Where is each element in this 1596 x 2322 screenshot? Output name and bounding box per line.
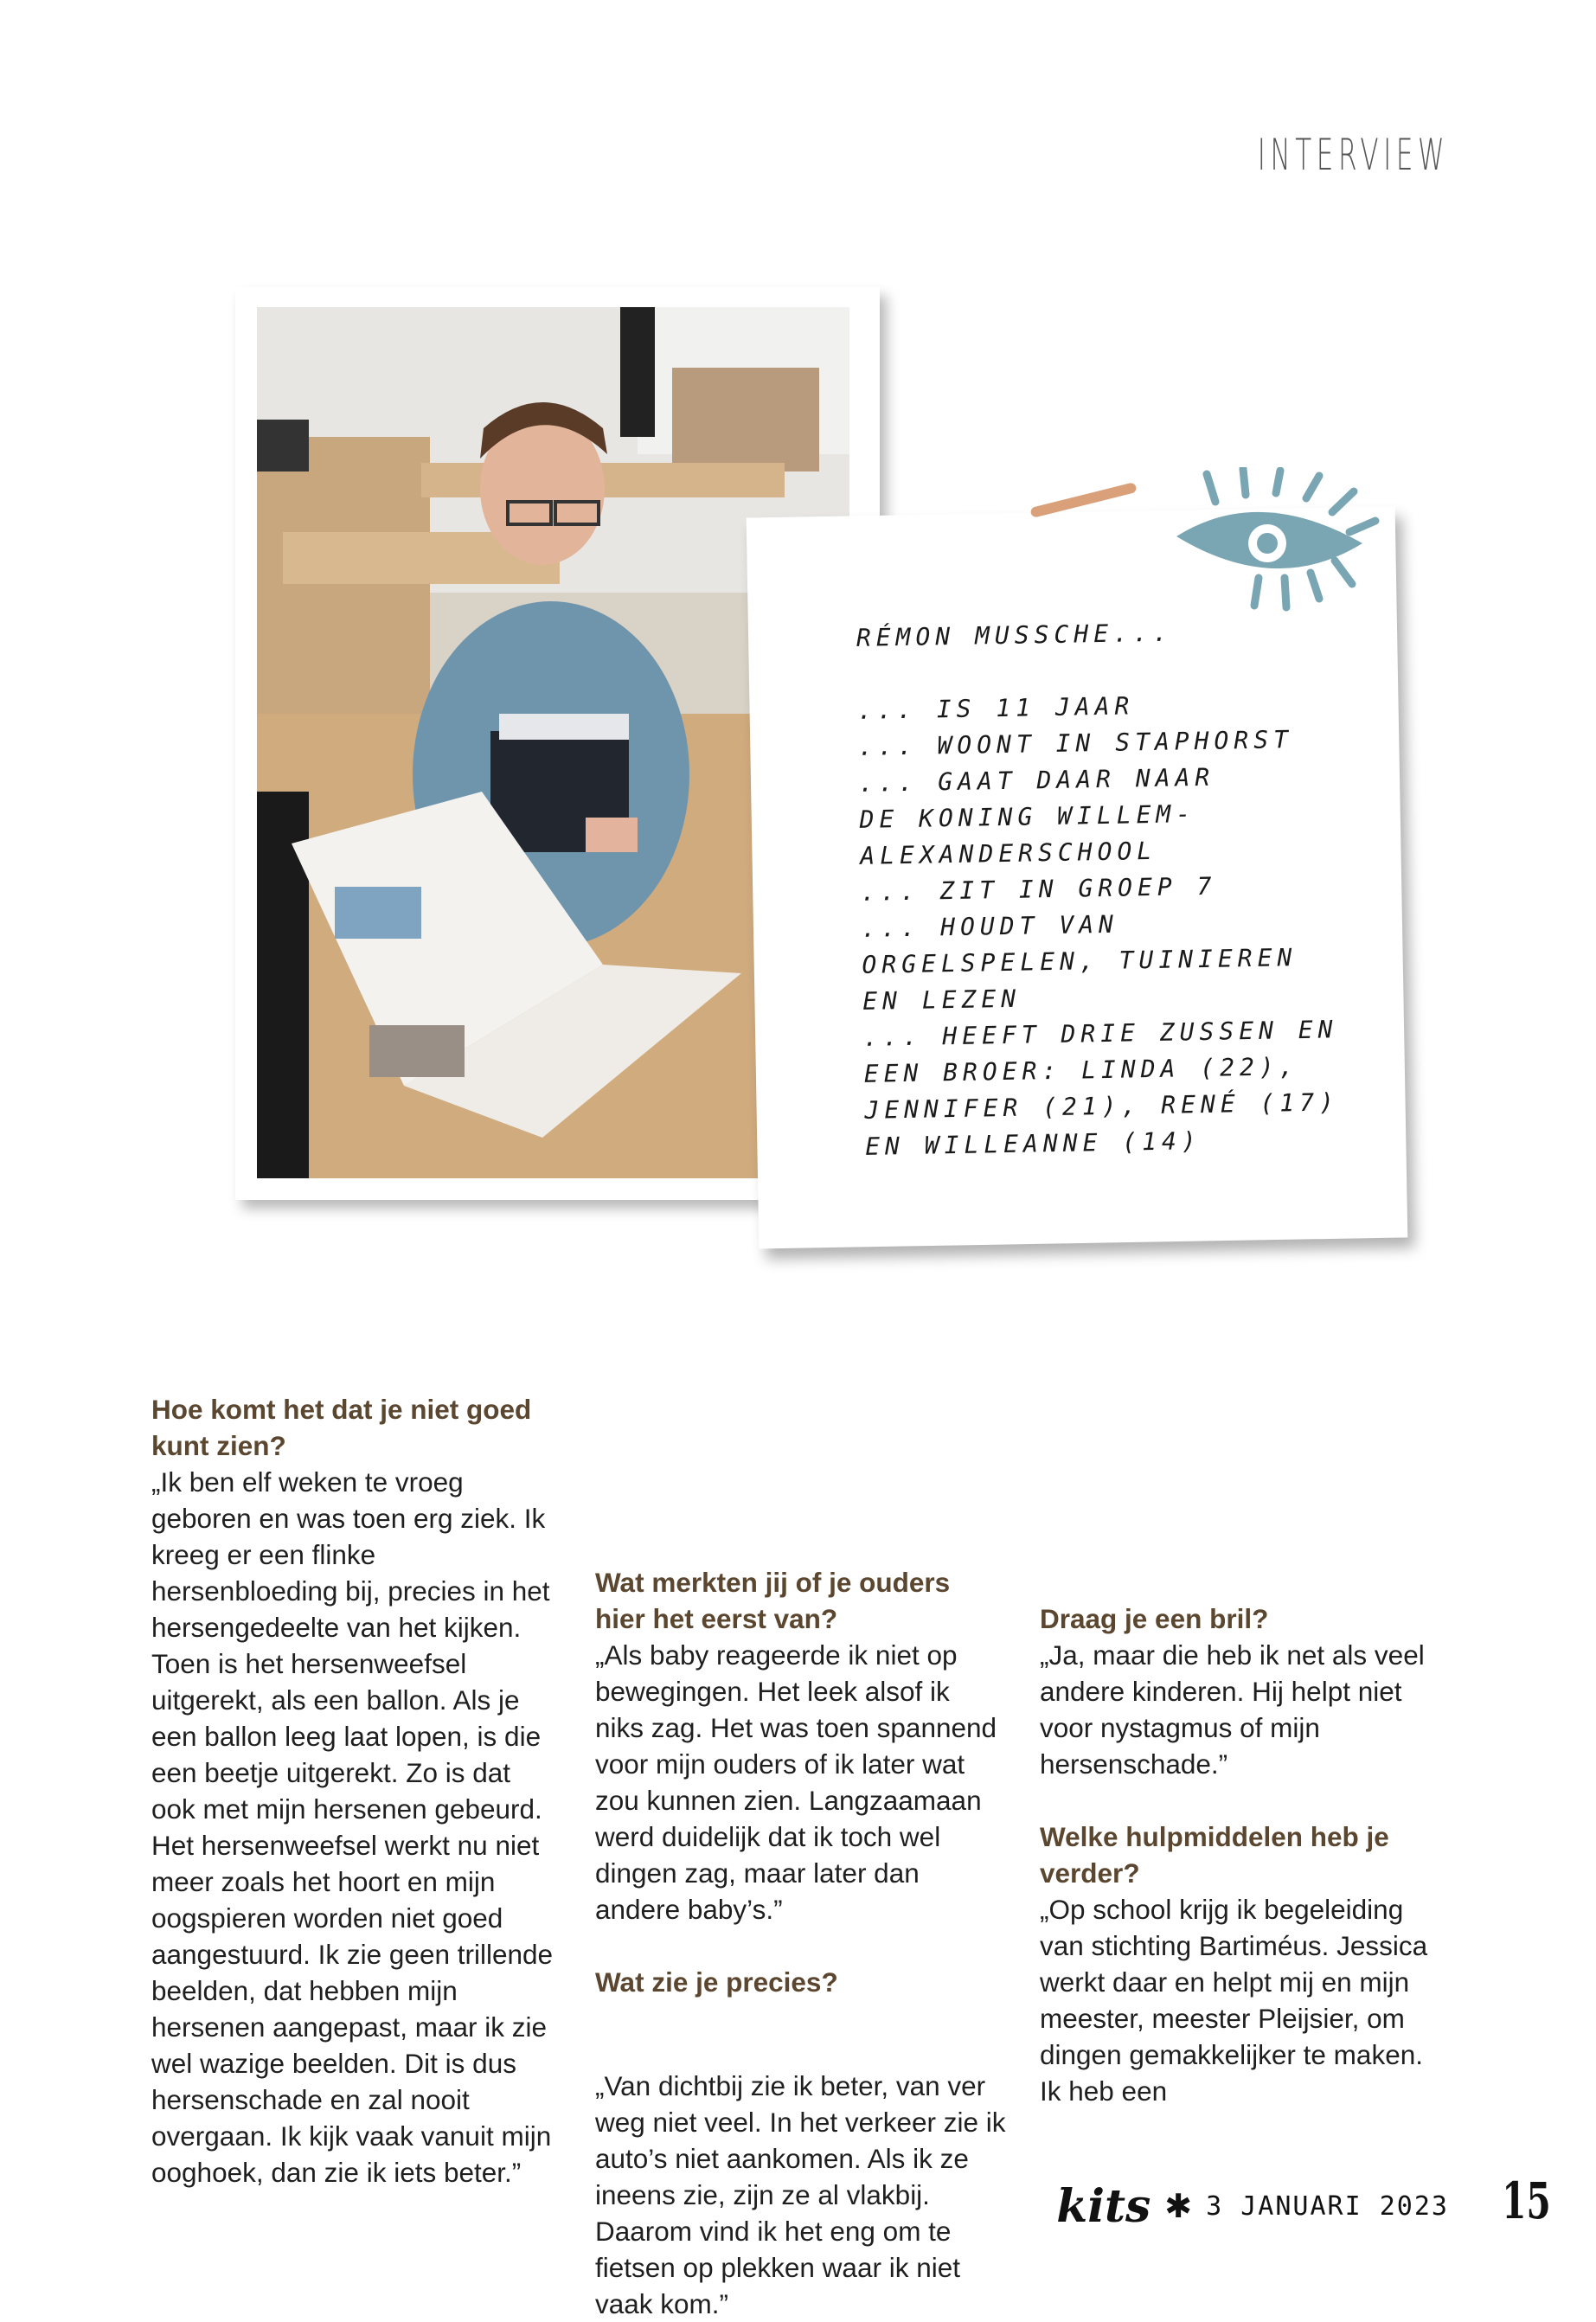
answer-text: „Op school krijg ik begeleiding van stichting Bartiméus. Jessica werkt daar en helpt mij en mijn meester, meester Pleijsier, om dingen gemakkelijker te maken. Ik heb een bbox=[1040, 1894, 1428, 2107]
profile-line: ALEXANDERSCHOOL bbox=[860, 836, 1157, 870]
issue-date: 3 JANUARI 2023 bbox=[1206, 2191, 1449, 2222]
page-footer bbox=[1056, 2180, 1449, 2233]
answer-continuation bbox=[595, 2068, 1010, 2322]
question-heading: Draag je een bril? bbox=[1040, 1603, 1269, 1634]
profile-line: EEN BROER: LINDA (22), bbox=[863, 1052, 1299, 1088]
profile-line: ... ZIT IN GROEP 7 bbox=[860, 871, 1217, 907]
question-heading: Wat merkten jij of je ouders hier het eerst van? bbox=[595, 1567, 951, 1634]
question-heading: Hoe komt het dat je niet goed kunt zien? bbox=[151, 1394, 532, 1461]
question-heading: Wat zie je precies? bbox=[595, 1966, 838, 1998]
eye-icon bbox=[1163, 467, 1388, 623]
answer-text: „Ik ben elf weken te vroeg geboren en was toen erg ziek. Ik kreeg er een flinke hersenbloeding bij, precies in het hersengedeelte van het kijken. Toen is het hersenweefsel uitgerekt, als een ballon. Als je een ballon leeg laat lopen, is die een beetje uitgerekt. Zo is dat ook met mijn hersenen gebeurd. Het hersenweefsel werkt nu niet meer zoals het hoort en mijn oogspieren worden niet goed aangestuurd. Ik zie geen trillende beelden, dat hebben mijn hersenen aangepast, maar ik zie wel wazige beelden. Dit is dus hersenschade en zal nooit overgaan. Ik kijk vaak vanuit mijn ooghoek, dan zie ik iets beter.” bbox=[151, 1466, 554, 2188]
profile-line: ... GAAT DAAR NAAR bbox=[858, 762, 1215, 798]
page-number: 15 bbox=[1502, 2171, 1551, 2230]
star-icon: ✱ bbox=[1164, 2189, 1193, 2225]
profile-line: ... WOONT IN STAPHORST bbox=[857, 725, 1294, 761]
answer-text: „Ja, maar die heb ik net als veel andere kinderen. Hij helpt niet voor nystagmus of mijn hersenschade.” bbox=[1040, 1639, 1425, 1780]
article-column-3-content bbox=[1040, 1600, 1446, 2109]
profile-line: JENNIFER (21), RENÉ (17) bbox=[864, 1087, 1340, 1125]
answer-text: „Als baby reageerde ik niet op bewegingen. Het leek alsof ik niks zag. Het was toen spannend voor mijn ouders of ik later wat zou kunnen zien. Langzaamaan werd duidelijk dat ik toch wel dingen zag, maar later dan andere baby’s.” bbox=[595, 1639, 997, 1925]
profile-note-text bbox=[856, 612, 1350, 1165]
profile-line: ... IS 11 JAAR bbox=[857, 691, 1135, 725]
magazine-logo: kits bbox=[1056, 2180, 1151, 2233]
profile-line: EN LEZEN bbox=[862, 984, 1022, 1016]
profile-line: DE KONING WILLEM- bbox=[859, 799, 1196, 834]
article-column-1 bbox=[151, 1391, 558, 2191]
answer-text: „Van dichtbij zie ik beter, van ver weg niet veel. In het verkeer zie ik auto’s niet aankomen. Als ik ze ineens zie, zijn ze al vlakbij. Daarom vind ik het eng om te fietsen op plekken waar ik niet vaak kom.” bbox=[595, 2070, 1006, 2319]
section-label: INTERVIEW bbox=[1257, 130, 1449, 180]
profile-line: EN WILLEANNE (14) bbox=[864, 1126, 1202, 1161]
profile-line: ORGELSPELEN, TUINIEREN bbox=[862, 943, 1298, 979]
profile-name: RÉMON MUSSCHE... bbox=[856, 618, 1173, 652]
question-heading: Welke hulpmiddelen heb je verder? bbox=[1040, 1821, 1389, 1889]
profile-line: ... HOUDT VAN bbox=[861, 909, 1119, 943]
profile-line: ... HEEFT DRIE ZUSSEN EN bbox=[862, 1015, 1338, 1052]
article-column-2-content bbox=[595, 1564, 1002, 2000]
